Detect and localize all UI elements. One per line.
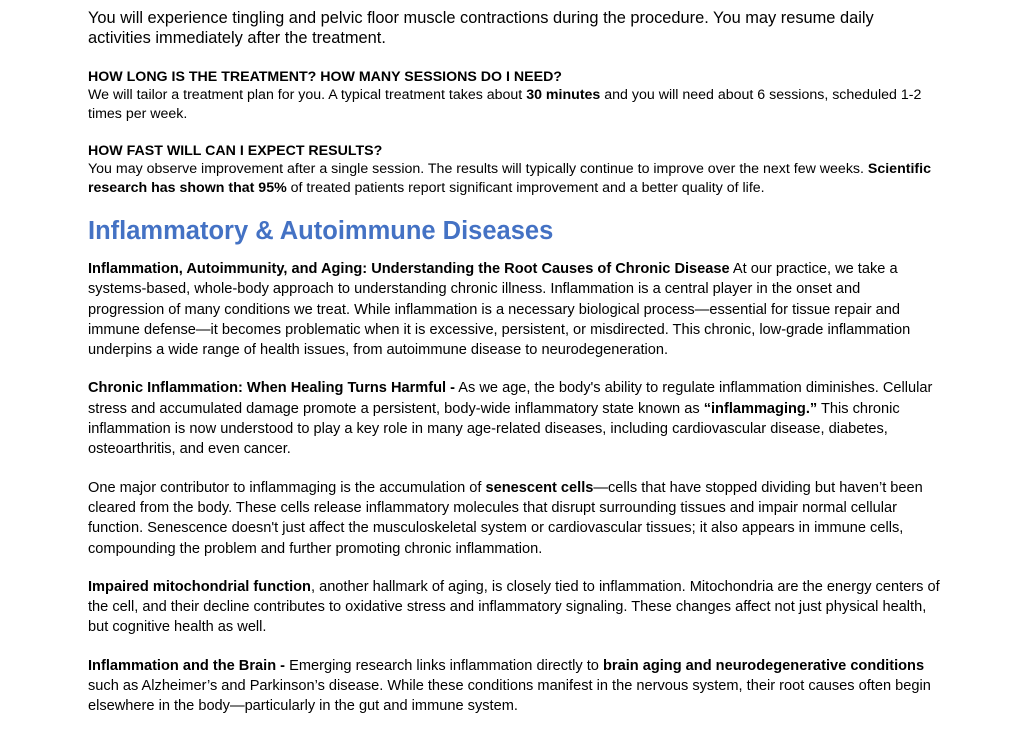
paragraph-text: such as Alzheimer’s and Parkinson’s disease. While these conditions manifest in the nervous system, their root causes often begin elsewhere in the body—particularly in the gut and immune system. <box>88 678 931 715</box>
paragraph-lead: Impaired mitochondrial function <box>88 578 311 595</box>
answer-text: We will tailor a treatment plan for you. A typical treatment takes about <box>88 87 527 103</box>
paragraph-text: —cells that have stopped dividing but haven’t been cleared from the body. These cells release inflammatory molecules that disrupt surrounding tissues and impair normal cellular function. Senescence doesn't just affect the musculoskeletal system or cardiovascular tissues; it also appears in immune cells, compounding the problem and further promoting chronic inflammation. <box>88 479 923 557</box>
faq-answer <box>88 160 940 197</box>
answer-text: You may observe improvement after a single session. The results will typically continue to improve over the next few weeks. <box>88 161 868 177</box>
answer-text: and you will need about 6 sessions, scheduled 1-2 times per week. <box>88 87 922 122</box>
section-heading: Inflammatory & Autoimmune Diseases <box>88 217 554 245</box>
paragraph-lead: Inflammation, Autoimmunity, and Aging: Understanding the Root Causes of Chronic Disease <box>88 261 730 277</box>
faq-question: HOW LONG IS THE TREATMENT? HOW MANY SESSIONS DO I NEED? <box>88 69 562 85</box>
answer-emphasis: Scientific research has shown that 95% <box>88 161 931 196</box>
answer-emphasis: 30 minutes <box>526 87 601 103</box>
brain-paragraph <box>88 656 940 717</box>
paragraph-text: Emerging research links inflammation directly to <box>285 657 603 674</box>
intro-paragraph: You will experience tingling and pelvic floor muscle contractions during the procedure. You may resume daily activities immediately after the treatment. <box>88 9 874 47</box>
mitochondria-paragraph <box>88 577 940 638</box>
faq-item-treatment-length <box>88 68 940 123</box>
paragraph-emphasis: brain aging and neurodegenerative conditions <box>602 657 925 674</box>
paragraph-emphasis: senescent cells <box>485 479 594 496</box>
faq-answer <box>88 86 940 123</box>
paragraph-text: As we age, the body's ability to regulate inflammation diminishes. Cellular stress and accumulated damage promote a persistent, body-wide inflammatory state known as <box>88 380 933 417</box>
faq-question: HOW FAST WILL CAN I EXPECT RESULTS? <box>88 143 383 159</box>
chronic-inflammation-paragraph <box>88 378 940 459</box>
senescent-cells-paragraph <box>88 478 940 559</box>
paragraph-lead: Chronic Inflammation: When Healing Turns Harmful - <box>88 380 456 397</box>
paragraph-text: , another hallmark of aging, is closely tied to inflammation. Mitochondria are the energy centers of the cell, and their decline contributes to oxidative stress and inflammatory signaling. These changes affect not just physical health, but cognitive health as well. <box>88 578 940 636</box>
paragraph-lead: Inflammation and the Brain - <box>88 657 286 674</box>
paragraph-text: This chronic inflammation is now understood to play a key role in many age-related diseases, including cardiovascular disease, diabetes, osteoarthritis, and even cancer. <box>88 400 900 458</box>
root-causes-paragraph <box>88 259 940 360</box>
document-page <box>88 0 940 717</box>
faq-item-results <box>88 142 940 197</box>
paragraph-text: One major contributor to inflammaging is the accumulation of <box>88 479 486 496</box>
paragraph-text: At our practice, we take a systems-based, whole-body approach to understanding chronic illness. Inflammation is a central player in the onset and progression of many conditions we treat. While inflammation is a necessary biological process—essential for tissue repair and immune defense—it becomes problematic when it is excessive, persistent, or misdirected. This chronic, low-grade inflammation underpins a wide range of health issues, from autoimmune disease to neurodegeneration. <box>88 261 911 359</box>
answer-text: of treated patients report significant improvement and a better quality of life. <box>286 179 765 196</box>
paragraph-emphasis: “inflammaging.” <box>703 400 818 417</box>
